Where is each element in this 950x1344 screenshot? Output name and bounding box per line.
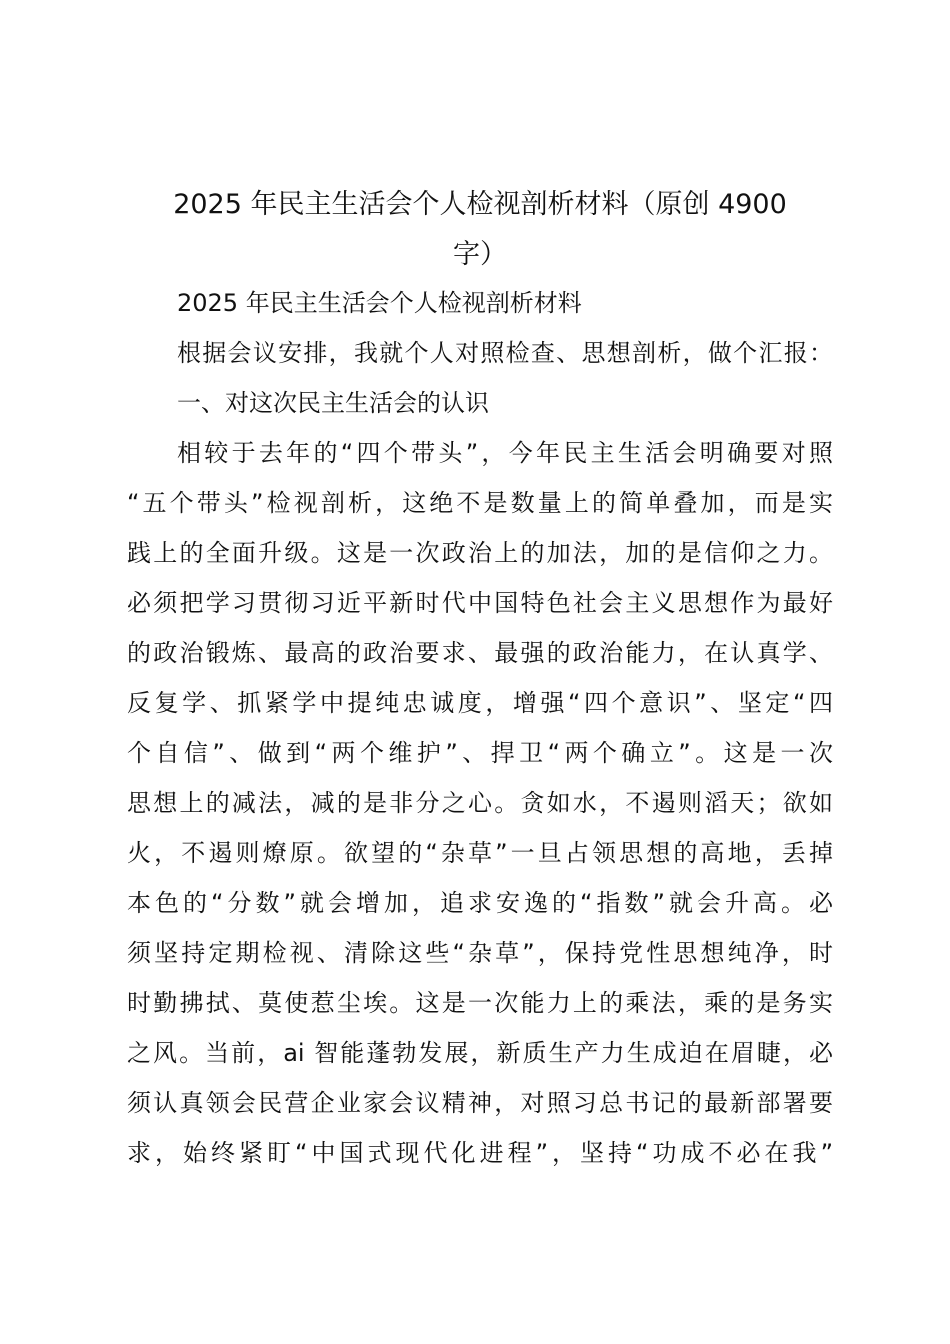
body-line: 火，不遏则燎原。欲望的“杂草”一旦占领思想的高地，丢掉 <box>127 839 833 867</box>
body-line: 思想上的减法，减的是非分之心。贪如水，不遏则滔天；欲如 <box>127 789 833 817</box>
body-line: 求，始终紧盯“中国式现代化进程”，坚持“功成不必在我” <box>127 1139 833 1167</box>
body-line: 本色的“分数”就会增加，追求安逸的“指数”就会升高。必 <box>127 889 833 917</box>
section-heading: 一、对这次民主生活会的认识 <box>177 389 489 417</box>
body-line: 时勤拂拭、莫使惹尘埃。这是一次能力上的乘法，乘的是务实 <box>127 989 833 1017</box>
body-line: 反复学、抓紧学中提纯忠诚度，增强“四个意识”、坚定“四 <box>127 689 833 717</box>
document-subtitle: 2025 年民主生活会个人检视剖析材料 <box>177 289 582 317</box>
intro-paragraph: 根据会议安排，我就个人对照检查、思想剖析，做个汇报： <box>177 339 833 367</box>
body-line: 必须把学习贯彻习近平新时代中国特色社会主义思想作为最好 <box>127 589 833 617</box>
body-line: 的政治锻炼、最高的政治要求、最强的政治能力，在认真学、 <box>127 639 833 667</box>
body-line: 须坚持定期检视、清除这些“杂草”，保持党性思想纯净，时 <box>127 939 833 967</box>
body-line: “五个带头”检视剖析，这绝不是数量上的简单叠加，而是实 <box>127 489 833 517</box>
body-line: 之风。当前，ai 智能蓬勃发展，新质生产力生成迫在眉睫，必 <box>127 1039 833 1067</box>
body-line: 个自信”、做到“两个维护”、捍卫“两个确立”。这是一次 <box>127 739 833 767</box>
document-title-line-2: 字） <box>453 239 507 270</box>
body-line: 践上的全面升级。这是一次政治上的加法，加的是信仰之力。 <box>127 539 833 567</box>
body-line: 须认真领会民营企业家会议精神，对照习总书记的最新部署要 <box>127 1089 833 1117</box>
body-line: 相较于去年的“四个带头”，今年民主生活会明确要对照 <box>177 439 833 467</box>
document-title-line-1: 2025 年民主生活会个人检视剖析材料（原创 4900 <box>173 189 787 220</box>
